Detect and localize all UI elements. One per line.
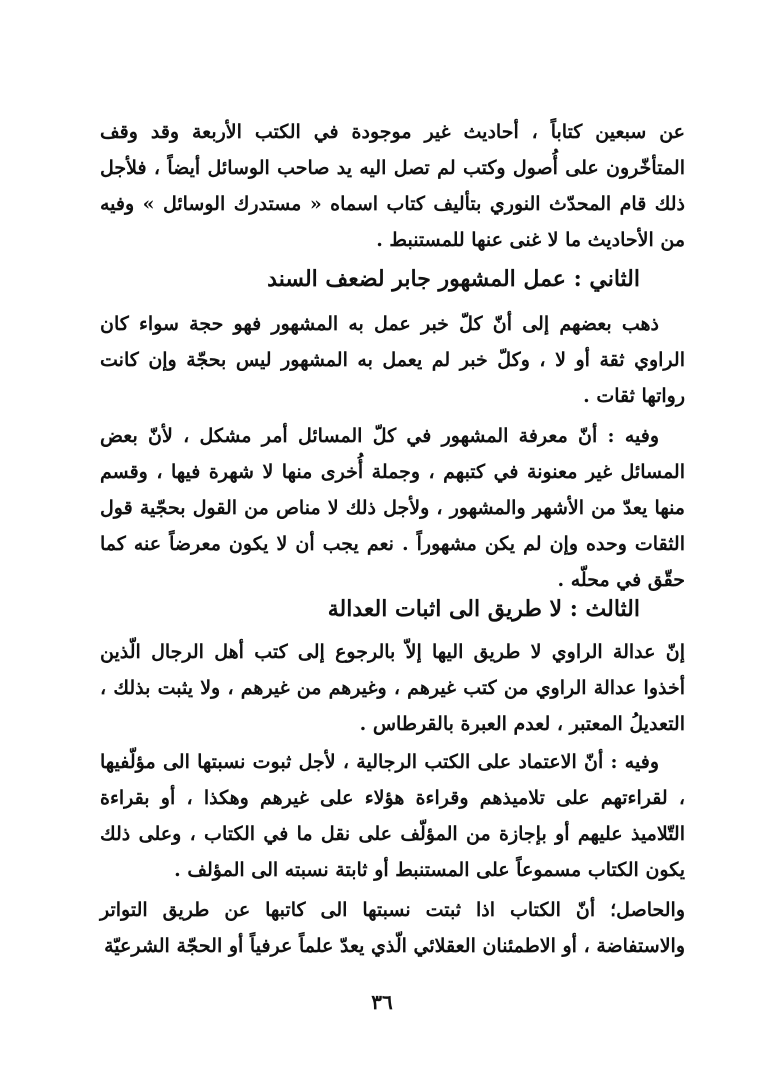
paragraph-continuation <box>100 114 685 258</box>
paragraph-text: والحاصل؛ أنّ الكتاب اذا ثبتت نسبتها الى كاتبها عن طريق التواتر والاستفاضة ، أو الاطمئنان العقلائي الّذي يعدّ علماً عرفياً أو الحجّة الشرعيّة <box>100 899 685 957</box>
page-number: ٣٦ <box>371 990 393 1014</box>
section-heading-third: الثالث : لا طريق الى اثبات العدالة <box>327 596 640 622</box>
section-heading-second: الثاني : عمل المشهور جابر لضعف السند <box>267 266 640 292</box>
paragraph-claim-second <box>100 306 685 414</box>
paragraph-response-second <box>100 418 685 598</box>
paragraph-text: عن سبعين كتاباً ، أحاديث غير موجودة في الكتب الأربعة وقد وقف المتأخّرون على أُصول وكتب لم تصل اليه يد صاحب الوسائل أيضاً ، فلأجل ذلك قام المحدّث النوري بتأليف كتاب اسماه « مستدرك الوسائل » وفيه من الأحاديث ما لا غنى عنها للمستنبط . <box>100 121 685 251</box>
paragraph-text: إنّ عدالة الراوي لا طريق اليها إلاّ بالرجوع إلى كتب أهل الرجال الّذين أخذوا عدالة الراوي من كتب غيرهم ، وغيرهم من غيرهم ، ولا يثبت بذلك ، التعديلُ المعتبر ، لعدم العبرة بالقرطاس . <box>100 641 685 735</box>
paragraph-conclusion <box>100 892 685 964</box>
paragraph-text: ذهب بعضهم إلى أنّ كلّ خبر عمل به المشهور فهو حجة سواء كان الراوي ثقة أو لا ، وكلّ خبر لم يعمل به المشهور ليس بحجّة وإن كانت رواتها ثقات . <box>100 313 685 407</box>
paragraph-text: وفيه : أنّ معرفة المشهور في كلّ المسائل أمر مشكل ، لأنّ بعض المسائل غير معنونة في كتبهم ، وجملة أُخرى منها لا شهرة فيها ، وقسم منها يعدّ من الأشهر والمشهور ، ولأجل ذلك لا مناص من القول بحجّية قول الثقات وحده وإن لم يكن مشهوراً . نعم يجب أن لا يكون معرضاً عنه كما حقّق في محلّه . <box>100 425 685 591</box>
paragraph-claim-third <box>100 634 685 742</box>
paragraph-response-third <box>100 744 685 888</box>
paragraph-text: وفيه : أنّ الاعتماد على الكتب الرجالية ، لأجل ثبوت نسبتها الى مؤلّفيها ، لقراءتهم على تلاميذهم وقراءة هؤلاء على غيرهم وهكذا ، أو بقراءة التّلاميذ عليهم أو بإجازة من المؤلّف على نقل ما في الكتاب ، وعلى ذلك يكون الكتاب مسموعاً على المستنبط أو ثابتة نسبته الى المؤلف . <box>100 751 685 881</box>
